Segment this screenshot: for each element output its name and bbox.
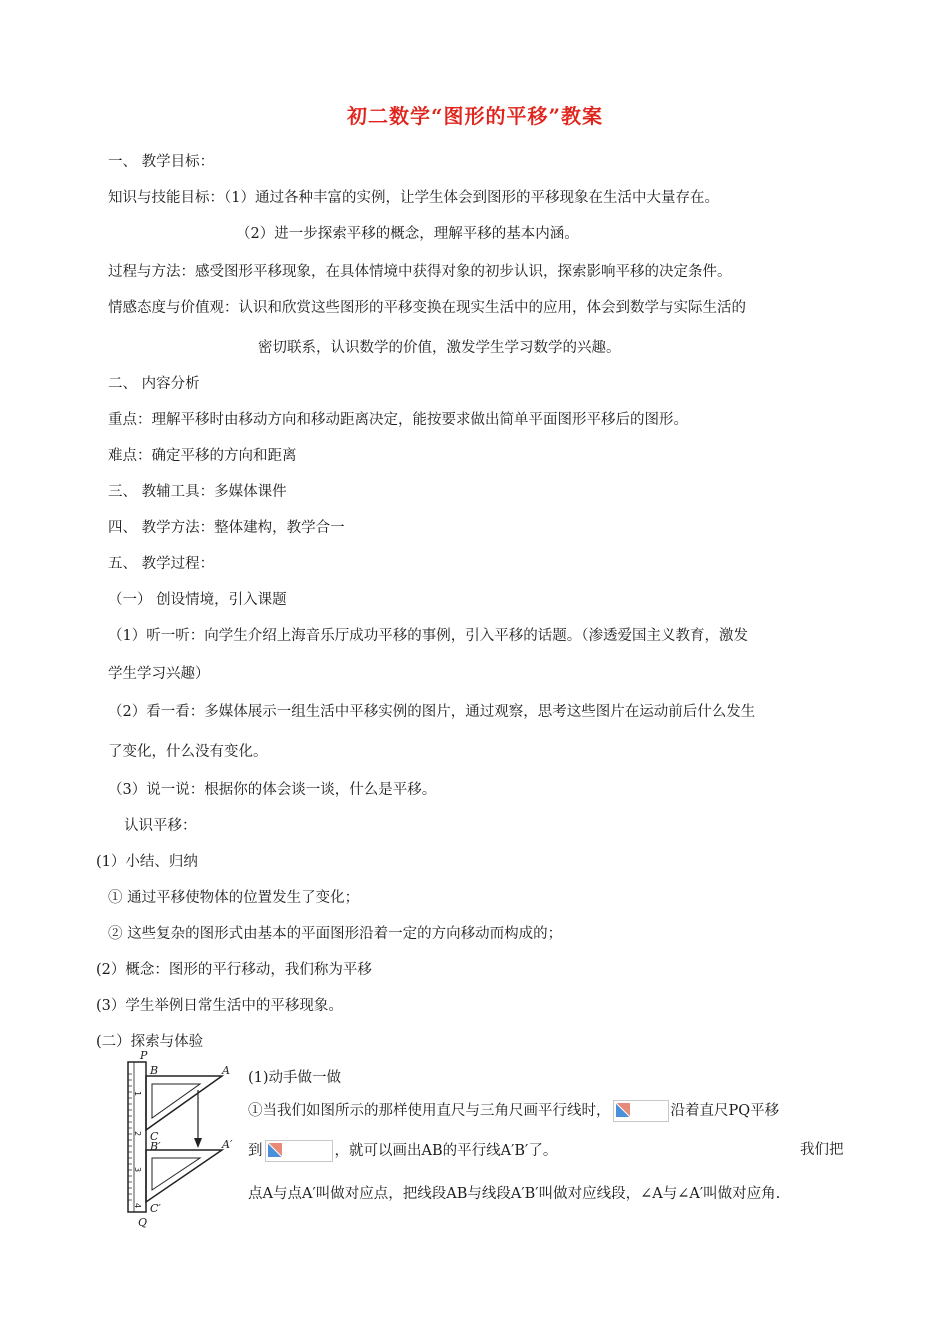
subsection-2-heading: (二）探索与体验 [96,1034,204,1050]
listen-item-1: （1）听一听：向学生介绍上海音乐厅成功平移的事例，引入平移的话题。（渗透爱国主义教育，激发 [108,628,748,644]
concept: (2）概念：图形的平行移动，我们称为平移 [96,962,372,978]
triangle-image-icon [613,1100,669,1122]
attitude-value-1: 情感态度与价值观：认识和欣赏这些图形的平移变换在现实生活中的应用，体会到数学与实际生活的 [108,300,746,316]
attitude-value-2: 密切联系，认识数学的价值，激发学生学习数学的兴趣。 [258,340,621,356]
look-item-2: 了变化，什么没有变化。 [108,744,268,760]
listen-item-2: 学生学习兴趣） [108,666,210,682]
summary-heading: (1）小结、归纳 [96,854,198,870]
hands-on-paragraph-2 [248,1140,557,1162]
hands-on-p1-text-a: ①当我们如图所示的那样使用直尺与三角尺画平行线时， [248,1103,611,1119]
label-P: P [140,1050,148,1062]
look-item-1: （2）看一看：多媒体展示一组生活中平移实例的图片，通过观察，思考这些图片在运动前后什么发生 [108,704,756,720]
ruler-triangle-figure [112,1050,242,1230]
key-point: 重点：理解平移时由移动方向和移动距离决定，能按要求做出简单平面图形平移后的图形。 [108,412,688,428]
summary-point-1: ① 通过平移使物体的位置发生了变化； [108,890,360,906]
label-B: B [150,1064,159,1077]
label-B-prime: B′ [150,1140,161,1153]
label-Q: Q [138,1216,148,1229]
subsection-1-heading: （一） 创设情境，引入课题 [108,592,287,608]
say-item: （3）说一说：根据你的体会谈一谈，什么是平移。 [108,782,437,798]
section-3-heading: 三、 教辅工具：多媒体课件 [108,484,287,500]
ruler-mark-1: 1 [133,1091,142,1097]
ruler-mark-4: 4 [133,1203,142,1209]
recognize-translation: 认识平移： [124,818,197,834]
knowledge-goal-1: 知识与技能目标：（1）通过各种丰富的实例，让学生体会到图形的平移现象在生活中大量存在。 [108,190,719,206]
ruler-mark-3: 3 [133,1167,142,1173]
hands-on-p2-text-a: 到 [248,1143,263,1159]
label-C: C [150,1130,159,1143]
label-C-prime: C′ [150,1202,161,1215]
section-4-heading: 四、 教学方法：整体建构，教学合一 [108,520,345,536]
label-A: A [222,1064,230,1077]
hands-on-heading: (1)动手做一做 [248,1070,342,1086]
label-A-prime: A′ [222,1138,233,1151]
hands-on-p2-text-b: ，就可以画出AB的平行线A′B′了。 [334,1143,558,1159]
ruler-mark-2: 2 [133,1131,142,1137]
summary-point-2: ② 这些复杂的图形式由基本的平面图形沿着一定的方向移动而构成的； [108,926,563,942]
section-5-heading: 五、 教学过程： [108,556,215,572]
difficult-point: 难点：确定平移的方向和距离 [108,448,297,464]
hands-on-p1-text-b: 沿着直尺PQ平移 [670,1103,780,1119]
section-1-heading: 一、 教学目标： [108,154,215,170]
hands-on-paragraph-1 [248,1100,779,1122]
knowledge-goal-2: （2）进一步探索平移的概念，理解平移的基本内涵。 [236,226,579,242]
hands-on-p2-text-c: 我们把 [800,1142,844,1158]
hands-on-paragraph-3: 点A与点A′叫做对应点，把线段AB与线段A′B′叫做对应线段，∠A与∠A′叫做对应角. [248,1186,781,1202]
triangle-image-icon-2 [265,1140,333,1162]
section-2-heading: 二、 内容分析 [108,376,200,392]
page-title: 初二数学“图形的平移”教案 [346,104,603,128]
process-method: 过程与方法：感受图形平移现象，在具体情境中获得对象的初步认识，探索影响平移的决定条件。 [108,264,732,280]
student-examples: (3）学生举例日常生活中的平移现象。 [96,998,343,1014]
